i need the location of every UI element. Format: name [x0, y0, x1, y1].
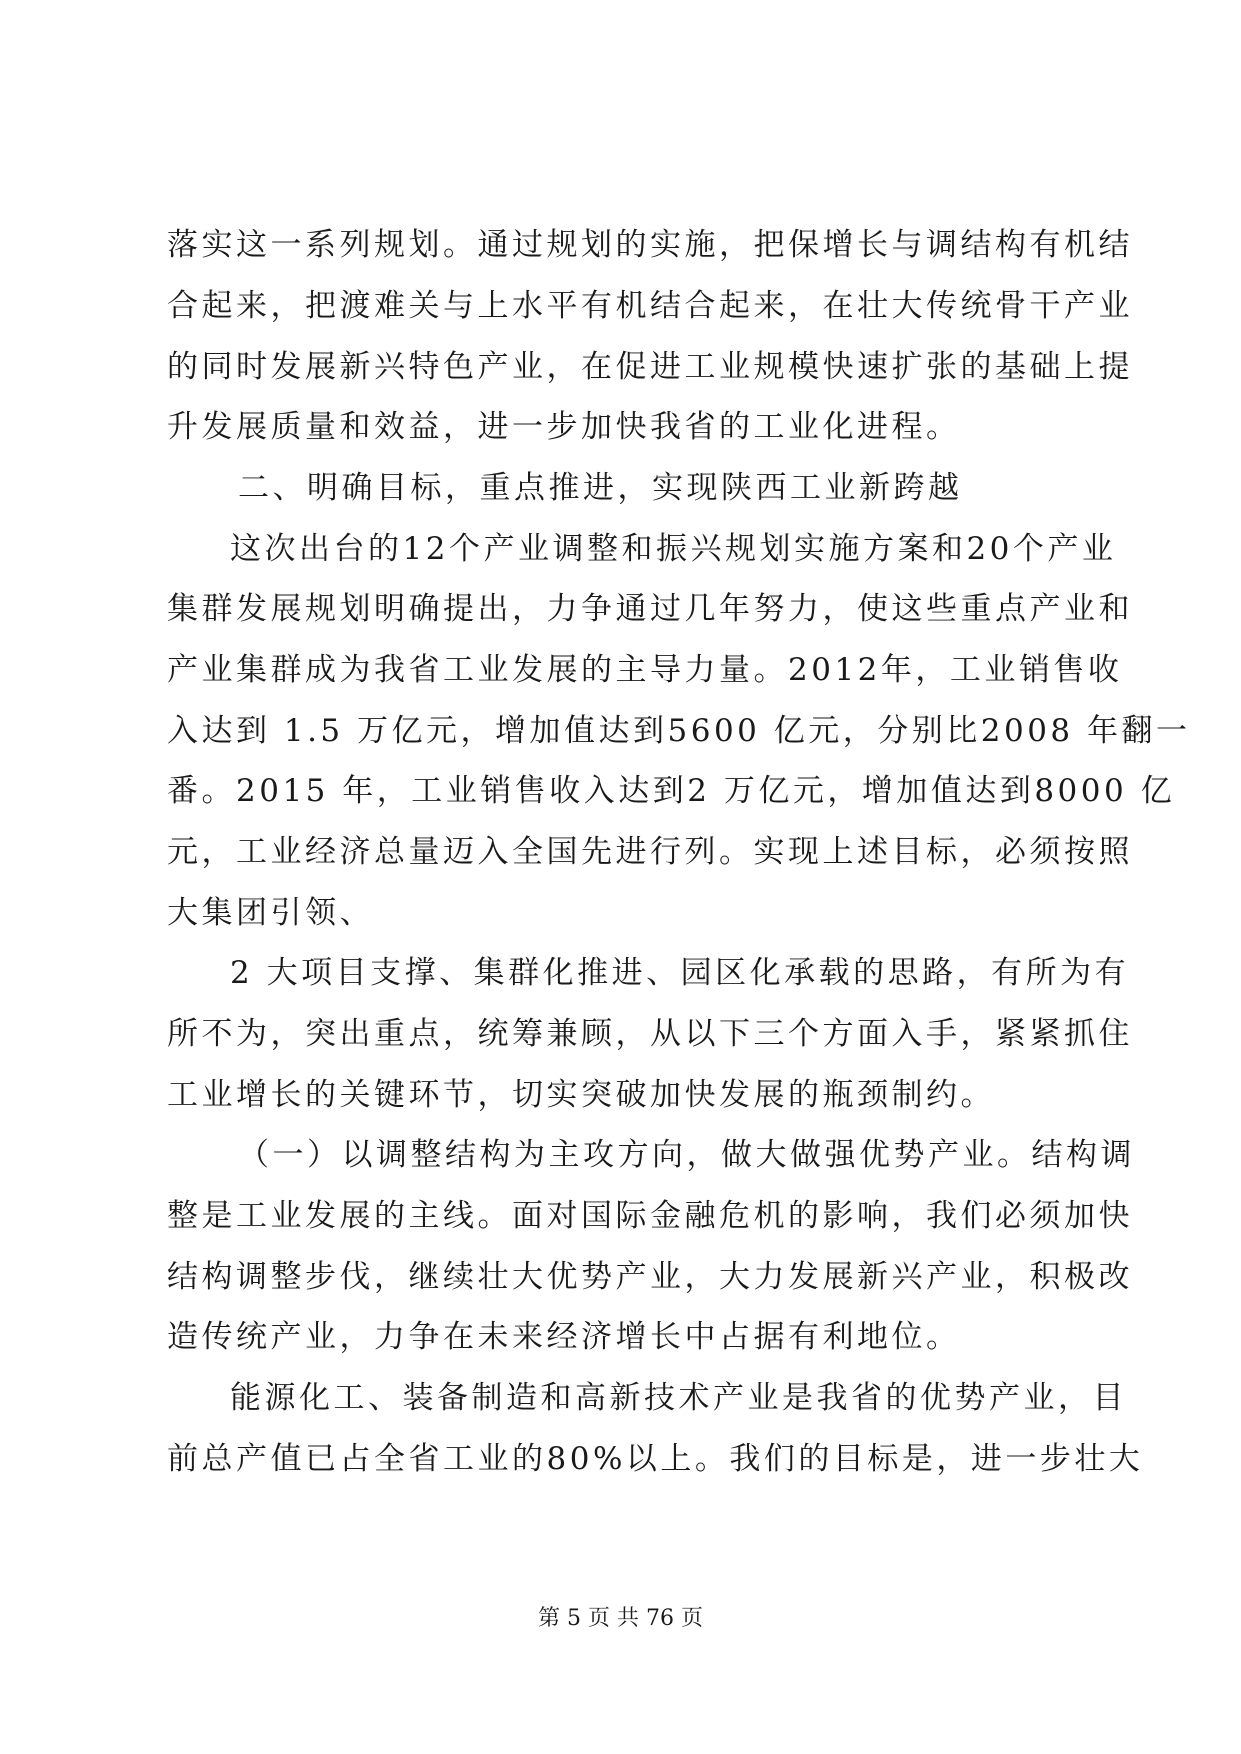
text-line: 整是工业发展的主线。面对国际金融危机的影响，我们必须加快 — [167, 1198, 1133, 1234]
text-line: 升发展质量和效益，进一步加快我省的工业化进程。 — [167, 409, 961, 445]
text-line: 造传统产业，力争在未来经济增长中占据有利地位。 — [167, 1319, 961, 1355]
subsection-heading: （一）以调整结构为主攻方向，做大做强优势产业。结构调 — [238, 1137, 1135, 1173]
text-line: 2 大项目支撑、集群化推进、园区化承载的思路，有所为有 — [230, 955, 1130, 991]
section-heading: 二、明确目标，重点推进，实现陕西工业新跨越 — [238, 470, 963, 506]
text-line: 前总产值已占全省工业的80%以上。我们的目标是，进一步壮大 — [167, 1441, 1144, 1477]
text-line: 番。2015 年，工业销售收入达到2 万亿元，增加值达到8000 亿 — [167, 773, 1176, 809]
text-line: 所不为，突出重点，统筹兼顾，从以下三个方面入手，紧紧抓住 — [167, 1016, 1133, 1052]
text-line: 能源化工、装备制造和高新技术产业是我省的优势产业，目 — [230, 1380, 1127, 1416]
text-line: 合起来，把渡难关与上水平有机结合起来，在壮大传统骨干产业 — [167, 288, 1133, 324]
text-line: 结构调整步伐，继续壮大优势产业，大力发展新兴产业，积极改 — [167, 1259, 1133, 1295]
text-line: 落实这一系列规划。通过规划的实施，把保增长与调结构有机结 — [167, 227, 1133, 263]
text-line: 这次出台的12个产业调整和振兴规划实施方案和20个产业 — [230, 531, 1117, 567]
text-line: 大集团引领、 — [167, 895, 374, 931]
text-line: 集群发展规划明确提出，力争通过几年努力，使这些重点产业和 — [167, 591, 1133, 627]
text-line: 元，工业经济总量迈入全国先进行列。实现上述目标，必须按照 — [167, 834, 1133, 870]
text-line: 工业增长的关键环节，切实突破加快发展的瓶颈制约。 — [167, 1077, 995, 1113]
text-line: 入达到 1.5 万亿元，增加值达到5600 亿元，分别比2008 年翻一 — [167, 713, 1191, 749]
text-line: 的同时发展新兴特色产业，在促进工业规模快速扩张的基础上提 — [167, 349, 1133, 385]
page-number-footer: 第 5 页 共 76 页 — [538, 1606, 703, 1631]
text-line: 产业集群成为我省工业发展的主导力量。2012年，工业销售收 — [167, 652, 1123, 688]
